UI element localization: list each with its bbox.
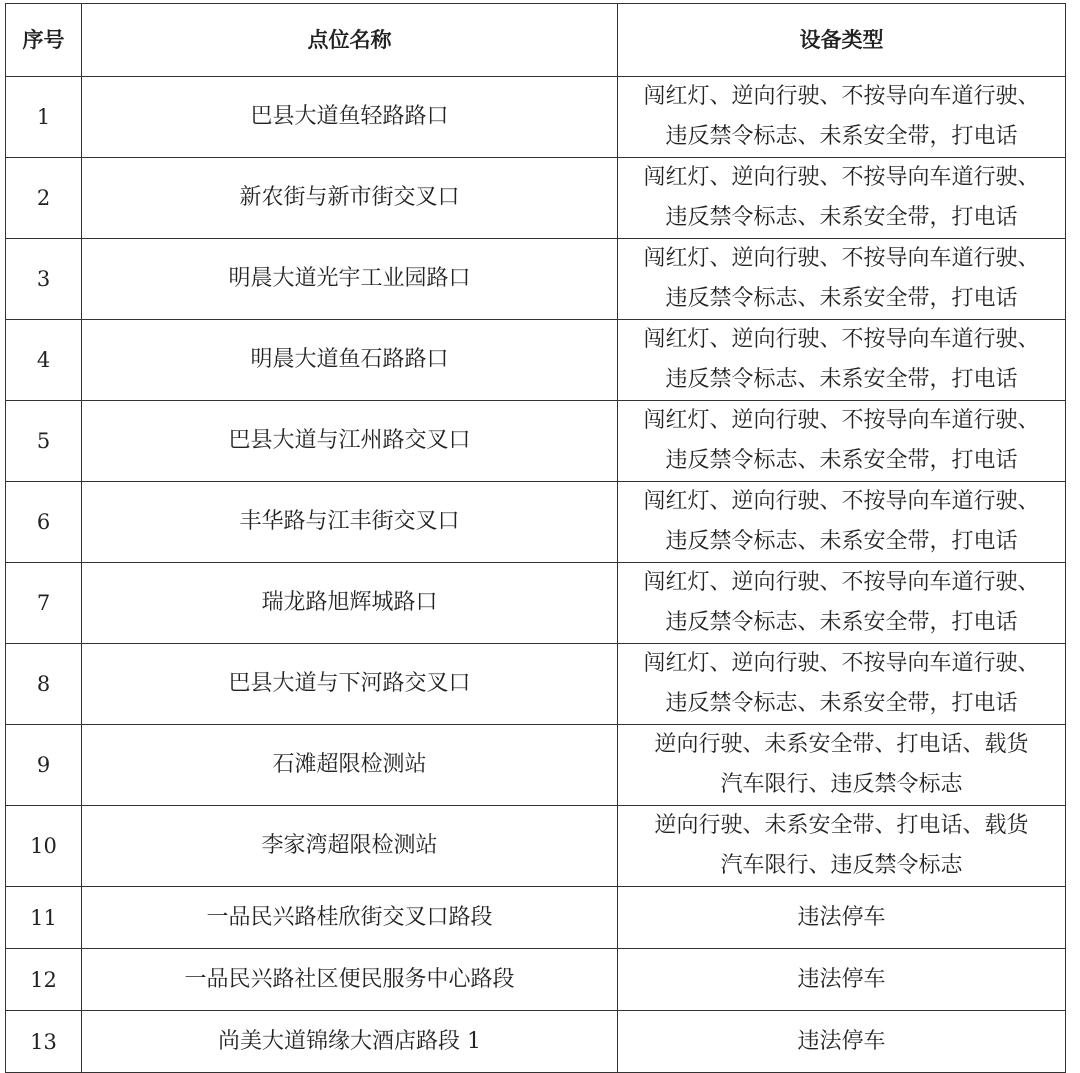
device-line-1: 闯红灯、逆向行驶、不按导向车道行驶、 bbox=[643, 84, 1040, 109]
device-line-1: 逆向行驶、未系安全带、打电话、载货 bbox=[654, 813, 1029, 838]
row-device-type: 违法停车 bbox=[618, 949, 1066, 1011]
row-location: 石滩超限检测站 bbox=[82, 725, 618, 806]
row-device-type bbox=[618, 158, 1066, 239]
table-row bbox=[6, 77, 1066, 158]
row-location: 瑞龙路旭辉城路口 bbox=[82, 563, 618, 644]
table-row bbox=[6, 725, 1066, 806]
device-line-1: 闯红灯、逆向行驶、不按导向车道行驶、 bbox=[643, 570, 1040, 595]
device-line-1: 闯红灯、逆向行驶、不按导向车道行驶、 bbox=[643, 651, 1040, 676]
device-line-1: 逆向行驶、未系安全带、打电话、载货 bbox=[654, 732, 1029, 757]
device-line-2: 违反禁令标志、未系安全带，打电话 bbox=[665, 448, 1018, 473]
row-location: 明晨大道鱼石路路口 bbox=[82, 320, 618, 401]
row-no: 2 bbox=[6, 158, 82, 239]
device-line-2: 违反禁令标志、未系安全带，打电话 bbox=[665, 610, 1018, 635]
row-device-type: 违法停车 bbox=[618, 887, 1066, 949]
table-row bbox=[6, 949, 1066, 1011]
row-device-type bbox=[618, 77, 1066, 158]
device-location-table bbox=[5, 3, 1066, 1073]
table-row bbox=[6, 482, 1066, 563]
device-line-2: 违反禁令标志、未系安全带，打电话 bbox=[665, 691, 1018, 716]
table-row bbox=[6, 158, 1066, 239]
device-line-2: 违反禁令标志、未系安全带，打电话 bbox=[665, 205, 1018, 230]
table-row bbox=[6, 644, 1066, 725]
row-device-type bbox=[618, 563, 1066, 644]
row-device-type bbox=[618, 725, 1066, 806]
table-row bbox=[6, 563, 1066, 644]
row-no: 12 bbox=[6, 949, 82, 1011]
row-device-type bbox=[618, 239, 1066, 320]
device-line-2: 违反禁令标志、未系安全带，打电话 bbox=[665, 124, 1018, 149]
row-no: 3 bbox=[6, 239, 82, 320]
row-device-type bbox=[618, 644, 1066, 725]
device-line-1: 闯红灯、逆向行驶、不按导向车道行驶、 bbox=[643, 165, 1040, 190]
row-no: 7 bbox=[6, 563, 82, 644]
row-location: 一品民兴路桂欣街交叉口路段 bbox=[82, 887, 618, 949]
row-no: 11 bbox=[6, 887, 82, 949]
row-device-type bbox=[618, 401, 1066, 482]
table-header-row bbox=[6, 4, 1066, 77]
row-location: 巴县大道与江州路交叉口 bbox=[82, 401, 618, 482]
device-line-1: 闯红灯、逆向行驶、不按导向车道行驶、 bbox=[643, 246, 1040, 271]
device-line-2: 违反禁令标志、未系安全带，打电话 bbox=[665, 286, 1018, 311]
row-location: 丰华路与江丰街交叉口 bbox=[82, 482, 618, 563]
table-row bbox=[6, 239, 1066, 320]
row-location: 一品民兴路社区便民服务中心路段 bbox=[82, 949, 618, 1011]
device-line-2: 违反禁令标志、未系安全带，打电话 bbox=[665, 367, 1018, 392]
row-location: 巴县大道与下河路交叉口 bbox=[82, 644, 618, 725]
device-line-2: 汽车限行、违反禁令标志 bbox=[720, 772, 963, 797]
table-row bbox=[6, 1011, 1066, 1073]
device-line-2: 汽车限行、违反禁令标志 bbox=[720, 853, 963, 878]
header-location: 点位名称 bbox=[82, 4, 618, 77]
row-no: 8 bbox=[6, 644, 82, 725]
row-no: 5 bbox=[6, 401, 82, 482]
row-no: 13 bbox=[6, 1011, 82, 1073]
table-row bbox=[6, 320, 1066, 401]
row-no: 6 bbox=[6, 482, 82, 563]
table-row bbox=[6, 401, 1066, 482]
table-row bbox=[6, 887, 1066, 949]
row-location: 明晨大道光宇工业园路口 bbox=[82, 239, 618, 320]
row-device-type: 违法停车 bbox=[618, 1011, 1066, 1073]
header-device-type: 设备类型 bbox=[618, 4, 1066, 77]
row-no: 4 bbox=[6, 320, 82, 401]
row-location: 巴县大道鱼轻路路口 bbox=[82, 77, 618, 158]
row-device-type bbox=[618, 320, 1066, 401]
table-row bbox=[6, 806, 1066, 887]
row-no: 9 bbox=[6, 725, 82, 806]
row-location: 新农街与新市街交叉口 bbox=[82, 158, 618, 239]
row-device-type bbox=[618, 806, 1066, 887]
row-no: 10 bbox=[6, 806, 82, 887]
device-line-1: 闯红灯、逆向行驶、不按导向车道行驶、 bbox=[643, 489, 1040, 514]
row-no: 1 bbox=[6, 77, 82, 158]
device-line-2: 违反禁令标志、未系安全带，打电话 bbox=[665, 529, 1018, 554]
row-location: 尚美大道锦缘大酒店路段 1 bbox=[82, 1011, 618, 1073]
header-no: 序号 bbox=[6, 4, 82, 77]
row-location: 李家湾超限检测站 bbox=[82, 806, 618, 887]
device-line-1: 闯红灯、逆向行驶、不按导向车道行驶、 bbox=[643, 327, 1040, 352]
device-line-1: 闯红灯、逆向行驶、不按导向车道行驶、 bbox=[643, 408, 1040, 433]
row-device-type bbox=[618, 482, 1066, 563]
